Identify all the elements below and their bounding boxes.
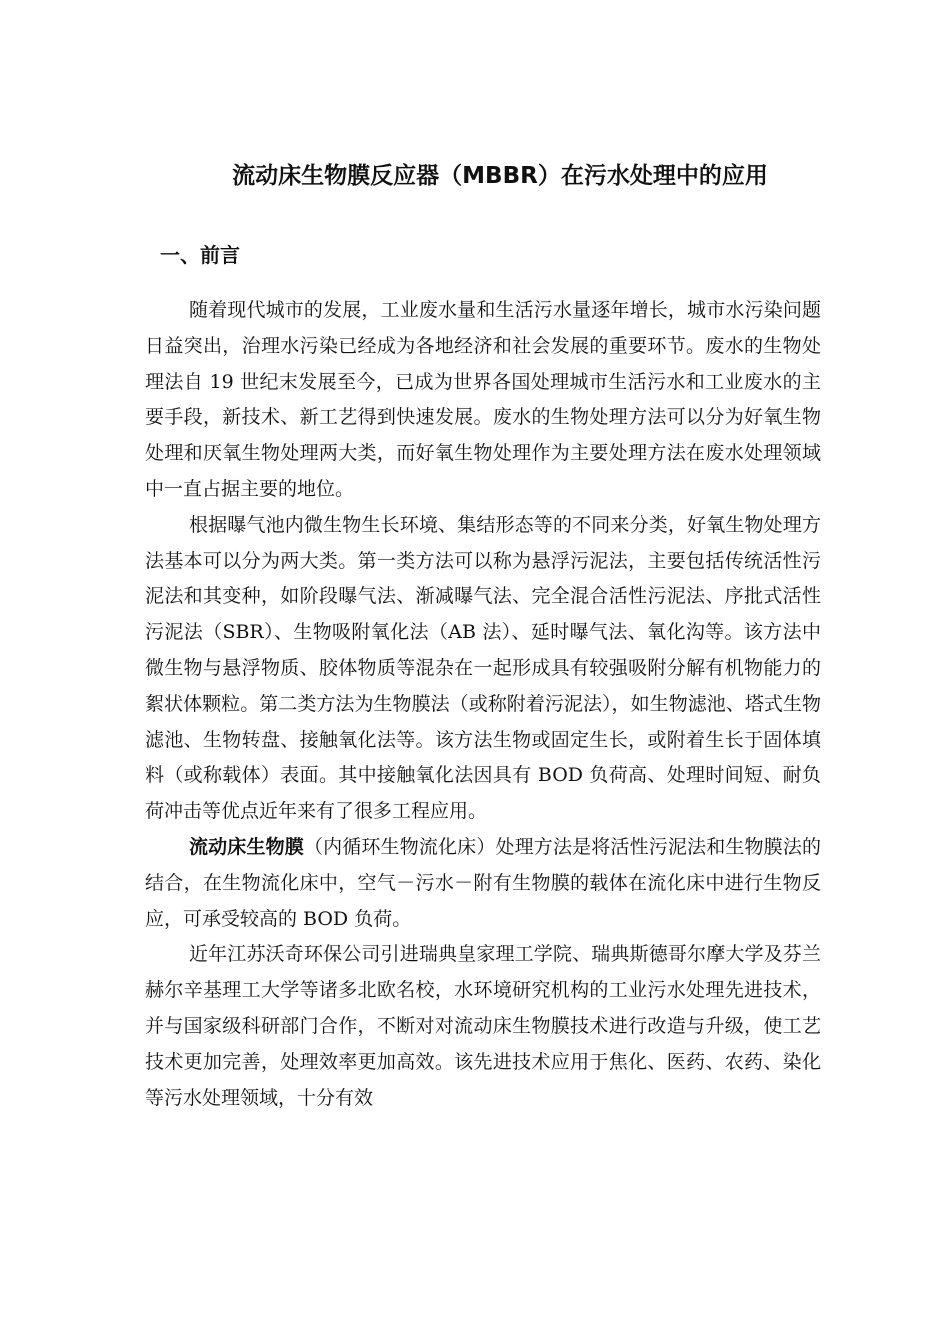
paragraph-3-text: （内循环生物流化床）处理方法是将活性污泥法和生物膜法的结合，在生物流化床中，空气－污水－附有生物膜的载体在流化床中进行生物反应，可承受较高的 BOD 负荷。 bbox=[145, 835, 821, 930]
document-title: 流动床生物膜反应器（MBBR）在污水处理中的应用 bbox=[232, 163, 768, 189]
paragraph-3 bbox=[145, 830, 821, 937]
paragraph-4: 近年江苏沃奇环保公司引进瑞典皇家理工学院、瑞典斯德哥尔摩大学及芬兰赫尔辛基理工大学等诸多北欧名校，水环境研究机构的工业污水处理先进技术，并与国家级科研部门合作，不断对对流动床生物膜技术进行改造与升级，使工艺技术更加完善，处理效率更加高效。该先进技术应用于焦化、医药、农药、染化等污水处理领域，十分有效 bbox=[145, 943, 821, 1109]
paragraph-1: 随着现代城市的发展，工业废水量和生活污水量逐年增长，城市水污染问题日益突出，治理水污染已经成为各地经济和社会发展的重要环节。废水的生物处理法自 19 世纪末发展至今，已成为世界各国处理城市生活污水和工业废水的主要手段，新技术、新工艺得到快速发展。废水的生物处理方法可以分为好氧生物处理和厌氧生物处理两大类，而好氧生物处理作为主要处理方法在废水处理领域中一直占据主要的地位。 bbox=[145, 299, 821, 500]
body-text bbox=[145, 293, 821, 1116]
bold-term: 流动床生物膜 bbox=[189, 835, 304, 858]
paragraph-2: 根据曝气池内微生物生长环境、集结形态等的不同来分类，好氧生物处理方法基本可以分为两大类。第一类方法可以称为悬浮污泥法，主要包括传统活性污泥法和其变种，如阶段曝气法、渐减曝气法、完全混合活性污泥法、序批式活性污泥法（SBR）、生物吸附氧化法（AB 法）、延时曝气法、氧化沟等。该方法中微生物与悬浮物质、胶体物质等混杂在一起形成具有较强吸附分解有机物能力的絮状体颗粒。第二类方法为生物膜法（或称附着污泥法），如生物滤池、塔式生物滤池、生物转盘、接触氧化法等。该方法生物或固定生长，或附着生长于固体填料（或称载体）表面。其中接触氧化法因具有 BOD 负荷高、处理时间短、耐负荷冲击等优点近年来有了很多工程应用。 bbox=[145, 513, 821, 823]
section-heading: 一、前言 bbox=[160, 243, 240, 267]
